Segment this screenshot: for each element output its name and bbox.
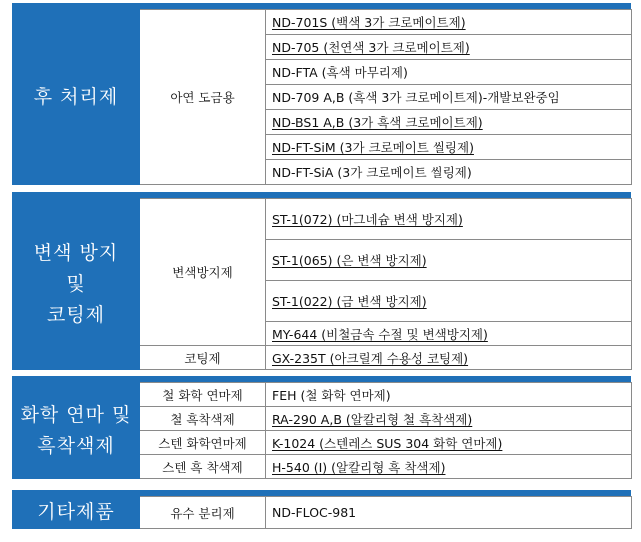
- category-label: 기타제품: [37, 501, 115, 523]
- subcategory-oil-separator: 유수 분리제: [140, 497, 266, 529]
- product-text: FEH (철 화학 연마제): [272, 387, 391, 403]
- product-link[interactable]: ND-FT-SiM (3가 크로메이트 씰링제): [272, 140, 474, 155]
- product-link[interactable]: GX-235T (아크릴계 수용성 코팅제): [272, 350, 469, 366]
- category-label-line: 변색 방지: [33, 241, 119, 264]
- section-other-products: [12, 496, 632, 529]
- product-cell[interactable]: [266, 455, 632, 479]
- product-cell[interactable]: [266, 431, 632, 455]
- section-chemical-polishing: [12, 382, 632, 479]
- category-post-treatment: [13, 10, 140, 185]
- product-cell: [266, 160, 632, 185]
- product-cell: [266, 60, 632, 85]
- product-link[interactable]: ST-1(072) (마그네슘 변색 방지제): [272, 212, 463, 227]
- subcategory-zinc-plating: 아연 도금용: [140, 10, 266, 185]
- subcategory-cell: 스텐 화학연마제: [140, 431, 266, 455]
- product-link[interactable]: ST-1(022) (금 변색 방지제): [272, 294, 427, 309]
- product-cell[interactable]: [266, 407, 632, 431]
- product-link[interactable]: K-1024 (스텐레스 SUS 304 화학 연마제): [272, 435, 503, 451]
- category-label: 후 처리제: [33, 85, 119, 108]
- product-text: ND-FTA (흑색 마무리제): [272, 65, 408, 80]
- product-cell: [266, 85, 632, 110]
- section-post-treatment: [12, 9, 632, 185]
- category-label-line: 흑착색제: [37, 434, 115, 457]
- product-text: ND-709 A,B (흑색 3가 크로메이트제)-개발보완중임: [272, 90, 560, 105]
- category-label-line: 및: [66, 272, 86, 295]
- category-label-line: 화학 연마 및: [20, 403, 132, 426]
- category-label-line: 코팅제: [46, 303, 106, 326]
- product-link[interactable]: ST-1(065) (은 변색 방지제): [272, 253, 427, 268]
- product-cell: [266, 383, 632, 407]
- product-link[interactable]: ND-705 (천연색 3가 크로메이트제): [272, 40, 470, 55]
- product-cell[interactable]: [266, 110, 632, 135]
- product-cell[interactable]: [266, 199, 632, 240]
- category-other-products: [13, 497, 140, 529]
- subcategory-cell: 철 흑착색제: [140, 407, 266, 431]
- product-cell[interactable]: [266, 322, 632, 346]
- section-anti-tarnish-coating: [12, 198, 632, 370]
- subcategory-cell: 스텐 흑 착색제: [140, 455, 266, 479]
- product-cell[interactable]: [266, 281, 632, 322]
- subcategory-coating: 코팅제: [140, 346, 266, 370]
- product-cell: [266, 497, 632, 529]
- product-cell[interactable]: [266, 135, 632, 160]
- category-anti-tarnish-coating: [13, 199, 140, 370]
- product-text: ND-FT-SiA (3가 크로메이트 씰링제): [272, 165, 472, 180]
- subcategory-cell: 철 화학 연마제: [140, 383, 266, 407]
- product-text: ND-FLOC-981: [272, 505, 357, 520]
- product-cell[interactable]: [266, 346, 632, 370]
- product-link[interactable]: H-540 (I) (알칼리형 흑 착색제): [272, 459, 446, 475]
- product-link[interactable]: ND-BS1 A,B (3가 흑색 크로메이트제): [272, 115, 483, 130]
- product-cell[interactable]: [266, 240, 632, 281]
- category-chemical-polishing: [13, 383, 140, 479]
- subcategory-anti-tarnish: 변색방지제: [140, 199, 266, 346]
- product-cell[interactable]: [266, 35, 632, 60]
- product-link[interactable]: ND-701S (백색 3가 크로메이트제): [272, 15, 466, 30]
- product-link[interactable]: RA-290 A,B (알칼리형 철 흑착색제): [272, 411, 473, 427]
- product-link[interactable]: MY-644 (비철금속 수절 및 변색방지제): [272, 326, 488, 342]
- product-cell[interactable]: [266, 10, 632, 35]
